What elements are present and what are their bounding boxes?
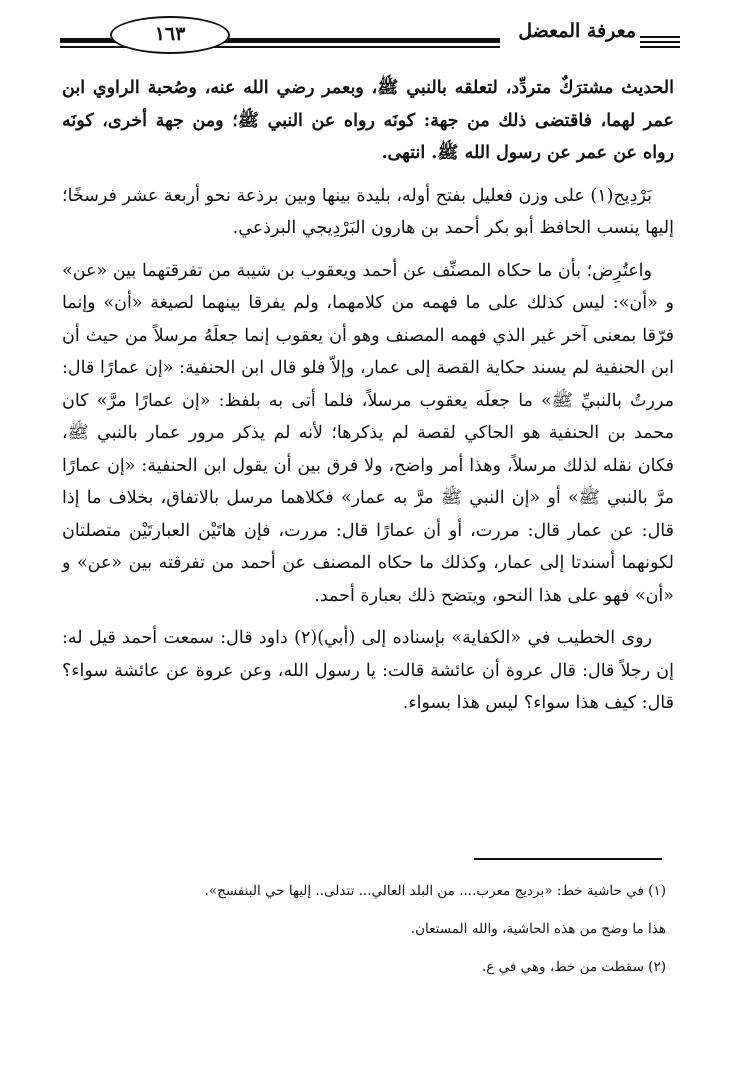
paragraph-quote-ending: الحديث مشترَكٌ متردِّد، لتعلقه بالنبي ﷺ، وبعمر رضي الله عنه، وصُحبة الراوي ابن عمر لهما، فاقتضى ذلك من جهة: كونَه رواه عن النبي ﷺ؛ ومن جهة أخرى، كونَه رواه عن عمر عن رسول الله ﷺ. انتهى. — [62, 78, 674, 163]
running-header — [60, 14, 680, 58]
page-number: ١٦٣ — [110, 16, 230, 54]
chapter-title: معرفة المعضل — [518, 20, 636, 42]
footnote-2: (٢) سقطت من خط، وهي في ع. — [482, 959, 666, 975]
footnote-1-continuation: هذا ما وضح من هذه الحاشية، والله المستعان. — [410, 921, 666, 937]
paragraph-bardij: بَرْدِيج(١) على وزن فعليل بفتح أوله، بليدة بينها وبين برذعة نحو أربعة عشر فرسخًا؛ إليها ينسب الحافظ أبو بكر أحمد بن هارون البَرْدِيجي البرذعي. — [62, 185, 674, 238]
header-ornament — [640, 36, 680, 51]
paragraph-khatib-narration: روى الخطيب في «الكفاية» بإسناده إلى (أبي)(٢) داود قال: سمعت أحمد قيل له: إن رجلاً قال: قال عروة أن عائشة قالت: يا رسول الله، وعن عروة عن عائشة سواء؟ قال: كيف هذا سواء؟ ليس هذا بسواء. — [62, 628, 674, 713]
paragraph-objection: واعتُرِض؛ بأن ما حكاه المصنِّف عن أحمد ويعقوب بن شيبة من تفرقتهما بين «عن» و «أن»: ليس كذلك على ما فهمه من كلامهما، ولم يفرقا بينهما لصيغة «أن» وإنما فرّقا بمعنى آخر غير الذي فهمه المصنف وهو أن يعقوب إنما جعلَهُ مرسلاً من حيث أن ابن الحنفية لم يسند حكاية القصة إلى عمار، وإلاّ فلو قال ابن الحنفية: «إن عمارًا قال: مررتُ بالنبيِّ ﷺ» ما جعلَه يعقوب مرسلاً، فلما أتى به بلفظ: «إن عمارًا مرَّ» كان محمد بن الحنفية هو الحاكي لقصة لم يذكرها؛ لأنه لم يذكر مرور عمار بالنبي ﷺ، فكان نقله لذلك مرسلاً، وهذا أمر واضح، ولا فرق بين أن يقول ابن الحنفية: «إن عمارًا مرَّ بالنبي ﷺ» أو «إن النبي ﷺ مرَّ به عمار» فكلاهما مرسل بالاتفاق، بخلاف ما إذا قال: عن عمار قال: مررت، أو أن عمارًا قال: مررت، فإن هاتَيْن العبارتَيْن متصلتان لكونهما أسندتا إلى عمار، وكذلك ما حكاه المصنف عن أحمد من تفرقته بين «عن» و «أن» فهو على هذا النحو، ويتضح ذلك بعبارة أحمد. — [62, 260, 674, 606]
footnote-1: (١) في حاشية خط: «برديج معرب.... من البلد العالي... تتدلى.. إليها حي البنفسج». — [204, 883, 666, 899]
main-text — [62, 72, 674, 730]
footnote-separator — [474, 858, 662, 860]
footnotes — [62, 878, 666, 992]
